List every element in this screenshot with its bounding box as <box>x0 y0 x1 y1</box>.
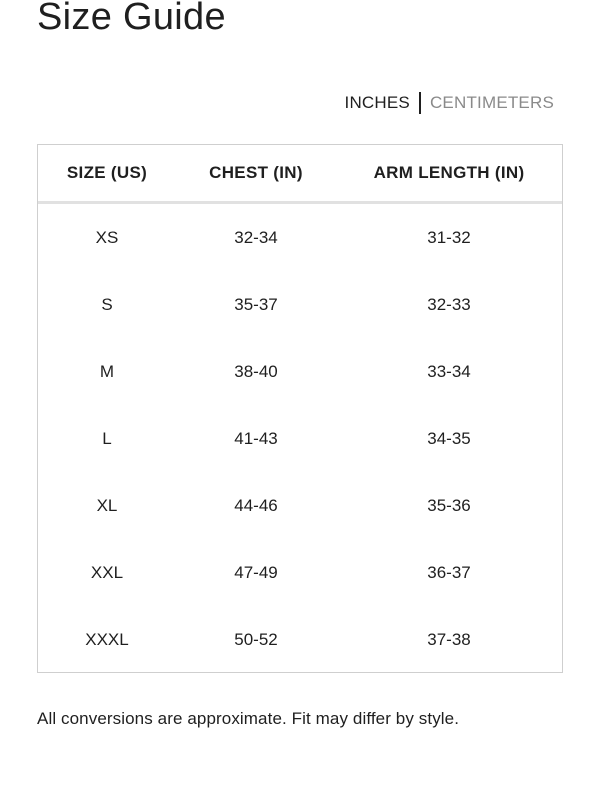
size-table-container <box>37 144 563 673</box>
table-row <box>38 405 562 472</box>
cell-arm-length: 33-34 <box>427 361 471 381</box>
header-chest: CHEST (IN) <box>176 145 336 203</box>
cell-size: XXXL <box>85 629 129 649</box>
header-arm-length: ARM LENGTH (IN) <box>336 145 562 203</box>
table-row <box>38 539 562 606</box>
cell-arm-length: 35-36 <box>427 495 471 515</box>
page-title: Size Guide <box>37 0 226 38</box>
unit-toggle <box>345 92 554 114</box>
cell-chest: 50-52 <box>234 629 278 649</box>
table-row <box>38 271 562 338</box>
cell-arm-length: 32-33 <box>427 294 471 314</box>
unit-divider <box>419 92 421 114</box>
size-table <box>38 145 562 673</box>
cell-size: M <box>99 361 115 381</box>
unit-option-centimeters[interactable]: CENTIMETERS <box>429 93 554 112</box>
cell-size: XS <box>95 227 119 247</box>
cell-size: S <box>101 294 113 314</box>
cell-size: XXL <box>90 562 124 582</box>
cell-chest: 41-43 <box>234 428 278 448</box>
cell-chest: 35-37 <box>234 294 278 314</box>
conversion-footnote: All conversions are approximate. Fit may differ by style. <box>37 709 460 728</box>
cell-chest: 38-40 <box>234 361 278 381</box>
cell-chest: 44-46 <box>234 495 278 515</box>
cell-arm-length: 34-35 <box>427 428 471 448</box>
cell-chest: 47-49 <box>234 562 278 582</box>
table-row <box>38 606 562 673</box>
header-size: SIZE (US) <box>38 145 176 203</box>
cell-chest: 32-34 <box>234 227 278 247</box>
table-row <box>38 338 562 405</box>
unit-option-inches[interactable]: INCHES <box>344 93 410 112</box>
cell-size: XL <box>96 495 118 515</box>
table-header-row <box>38 145 562 203</box>
table-row <box>38 472 562 539</box>
cell-arm-length: 37-38 <box>427 629 471 649</box>
cell-arm-length: 31-32 <box>427 227 471 247</box>
table-row <box>38 203 562 272</box>
cell-size: L <box>102 428 112 448</box>
cell-arm-length: 36-37 <box>427 562 471 582</box>
